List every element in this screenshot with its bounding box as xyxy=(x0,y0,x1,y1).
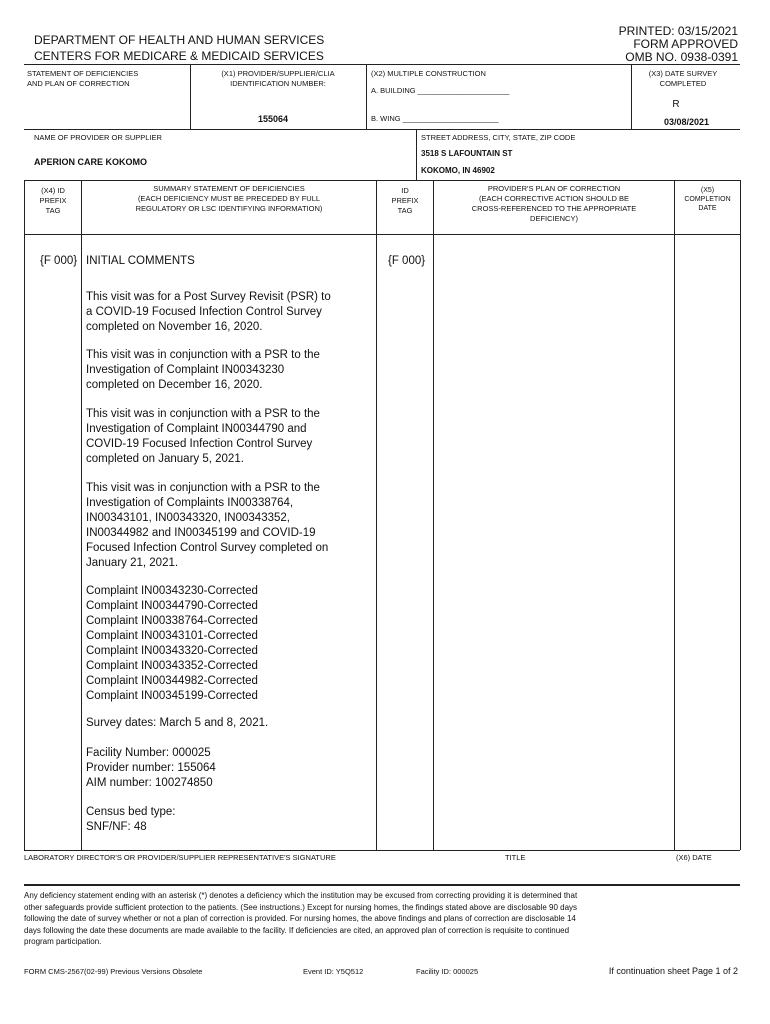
department-name: DEPARTMENT OF HEALTH AND HUMAN SERVICES xyxy=(34,33,325,47)
paragraph-4: This visit was in conjunction with a PSR to the Investigation of Complaints IN00338764, IN00343101, IN00343320, IN00343352, IN00344982 and IN00345199 and COVID-19 Focused Infection Control Survey completed on January 21, 2021. xyxy=(86,482,329,569)
statement-label: STATEMENT OF DEFICIENCIES AND PLAN OF CORRECTION xyxy=(27,69,139,88)
survey-completed-date: 03/08/2021 xyxy=(663,117,710,127)
omb-number: OMB NO. 0938-0391 xyxy=(625,50,738,64)
census-info: Census bed type: SNF/NF: 48 xyxy=(86,806,176,833)
x1-label: (X1) PROVIDER/SUPPLIER/CLIA IDENTIFICATION NUMBER: xyxy=(221,69,335,88)
entry-heading: INITIAL COMMENTS xyxy=(86,255,195,267)
survey-dates: Survey dates: March 5 and 8, 2021. xyxy=(86,717,269,729)
agency-name: CENTERS FOR MEDICARE & MEDICAID SERVICES xyxy=(34,49,324,63)
multiple-construction-label: (X2) MULTIPLE CONSTRUCTION xyxy=(371,69,486,78)
summary-column-header: SUMMARY STATEMENT OF DEFICIENCIES (EACH DEFICIENCY MUST BE PRECEDED BY FULL REGULATORY OR LSC IDENTIFYING INFORMATION) xyxy=(135,184,323,213)
form-number: FORM CMS-2567(02-99) Previous Versions Obsolete xyxy=(24,967,203,976)
tag-right: {F 000} xyxy=(388,255,426,267)
complaints-list: Complaint IN00343230-Corrected Complaint IN00344790-Corrected Complaint IN00338764-Corrected Complaint IN00343101-Corrected Complaint IN00343320-Corrected Complaint IN00343352-Corrected Complaint IN00344982-Corrected Complaint IN00345199-Corrected xyxy=(86,585,258,702)
completion-column-header: (X5) COMPLETION DATE xyxy=(684,187,731,212)
address-label: STREET ADDRESS, CITY, STATE, ZIP CODE xyxy=(421,133,576,142)
date-survey-label: (X3) DATE SURVEY COMPLETED xyxy=(648,69,718,88)
form-approved: FORM APPROVED xyxy=(633,37,738,51)
provider-name-label: NAME OF PROVIDER OR SUPPLIER xyxy=(34,133,162,142)
facility-id: Facility ID: 000025 xyxy=(416,967,479,976)
x4-column-header: (X4) ID PREFIX TAG xyxy=(39,186,67,215)
disclaimer: Any deficiency statement ending with an asterisk (*) denotes a deficiency which the institution may be excused from correcting providing it is determined that other safeguards provide sufficient protection to the patients. (See instructions.) Except for nursing homes, the findings stated above are disclosable 90 days following the date of survey whether or not a plan of correction is provided. For nursing homes, the above findings and plans of correction are disclosable 14 days following the date these documents are made available to the facility. If deficiencies are cited, an approved plan of correction is requisite to continued program participation. xyxy=(24,891,578,946)
tag-left: {F 000} xyxy=(40,255,78,267)
event-id: Event ID: Y5Q512 xyxy=(303,967,364,976)
paragraph-3: This visit was in conjunction with a PSR to the Investigation of Complaint IN00344790 and COVID-19 Focused Infection Control Survey completed on January 5, 2021. xyxy=(86,408,320,465)
title-label: TITLE xyxy=(505,853,526,862)
building-label: A. BUILDING ______________________ xyxy=(371,86,510,95)
date-label: (X6) DATE xyxy=(676,853,712,862)
printed-date: PRINTED: 03/15/2021 xyxy=(618,24,738,38)
city-state-zip: KOKOMO, IN 46902 xyxy=(421,166,495,175)
survey-code: R xyxy=(672,99,680,110)
wing-label: B. WING _______________________ xyxy=(371,114,499,123)
signature-label: LABORATORY DIRECTOR'S OR PROVIDER/SUPPLIER REPRESENTATIVE'S SIGNATURE xyxy=(24,853,336,862)
paragraph-1: This visit was for a Post Survey Revisit (PSR) to a COVID-19 Focused Infection Control Survey completed on November 16, 2020. xyxy=(86,291,331,333)
paragraph-2: This visit was in conjunction with a PSR to the Investigation of Complaint IN00343230 completed on December 16, 2020. xyxy=(86,349,320,391)
id-column-header: ID PREFIX TAG xyxy=(391,186,419,215)
provider-name: APERION CARE KOKOMO xyxy=(34,157,148,167)
street-address: 3518 S LAFOUNTAIN ST xyxy=(421,149,513,158)
provider-id-number: 155064 xyxy=(258,114,289,124)
page-indicator: If continuation sheet Page 1 of 2 xyxy=(608,966,738,976)
plan-column-header: PROVIDER'S PLAN OF CORRECTION (EACH CORRECTIVE ACTION SHOULD BE CROSS-REFERENCED TO THE APPROPRIATE DEFICIENCY) xyxy=(471,184,637,223)
facility-info: Facility Number: 000025 Provider number: 155064 AIM number: 100274850 xyxy=(86,747,216,789)
